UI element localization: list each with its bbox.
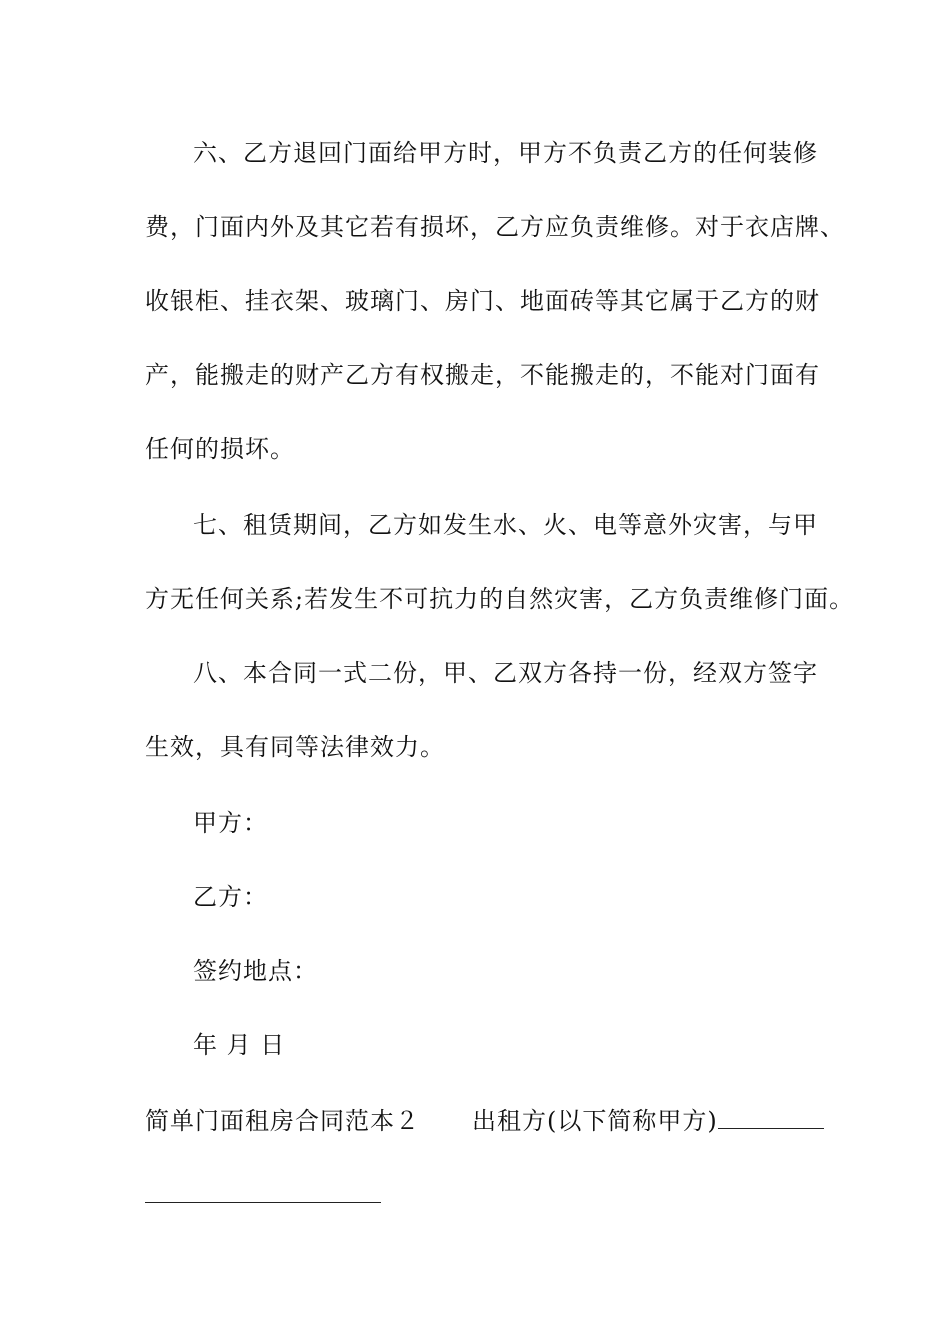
date-label: 年 月 日	[193, 1031, 286, 1059]
clause-6-line-5: 任何的损坏。	[145, 435, 295, 463]
clause-6-line-4: 产，能搬走的财产乙方有权搬走，不能搬走的，不能对门面有	[145, 361, 820, 389]
clause-8-line-2: 生效，具有同等法律效力。	[145, 733, 445, 761]
party-a-signature-label: 甲方：	[193, 809, 268, 837]
clause-8-line-1: 八、本合同一式二份，甲、乙双方各持一份，经双方签字	[193, 659, 818, 687]
lessor-label: 出租方(以下简称甲方)	[472, 1107, 718, 1135]
contract-2-title: 简单门面租房合同范本２	[145, 1107, 420, 1135]
signing-place-label: 签约地点：	[193, 957, 318, 985]
party-b-signature-label: 乙方：	[193, 883, 268, 911]
clause-7-line-1: 七、租赁期间，乙方如发生水、火、电等意外灾害，与甲	[193, 511, 818, 539]
lessor-name-blank	[718, 1106, 824, 1129]
contract-2-heading-line	[145, 1106, 824, 1136]
clause-6-line-2: 费，门面内外及其它若有损坏，乙方应负责维修。对于衣店牌、	[145, 213, 845, 241]
lessor-name-continuation-line	[145, 1180, 381, 1210]
lessor-name-blank-2	[145, 1180, 381, 1203]
clause-6-line-1: 六、乙方退回门面给甲方时，甲方不负责乙方的任何装修	[193, 139, 818, 167]
clause-6-line-3: 收银柜、挂衣架、玻璃门、房门、地面砖等其它属于乙方的财	[145, 287, 820, 315]
clause-7-line-2: 方无任何关系;若发生不可抗力的自然灾害，乙方负责维修门面。	[145, 585, 855, 613]
